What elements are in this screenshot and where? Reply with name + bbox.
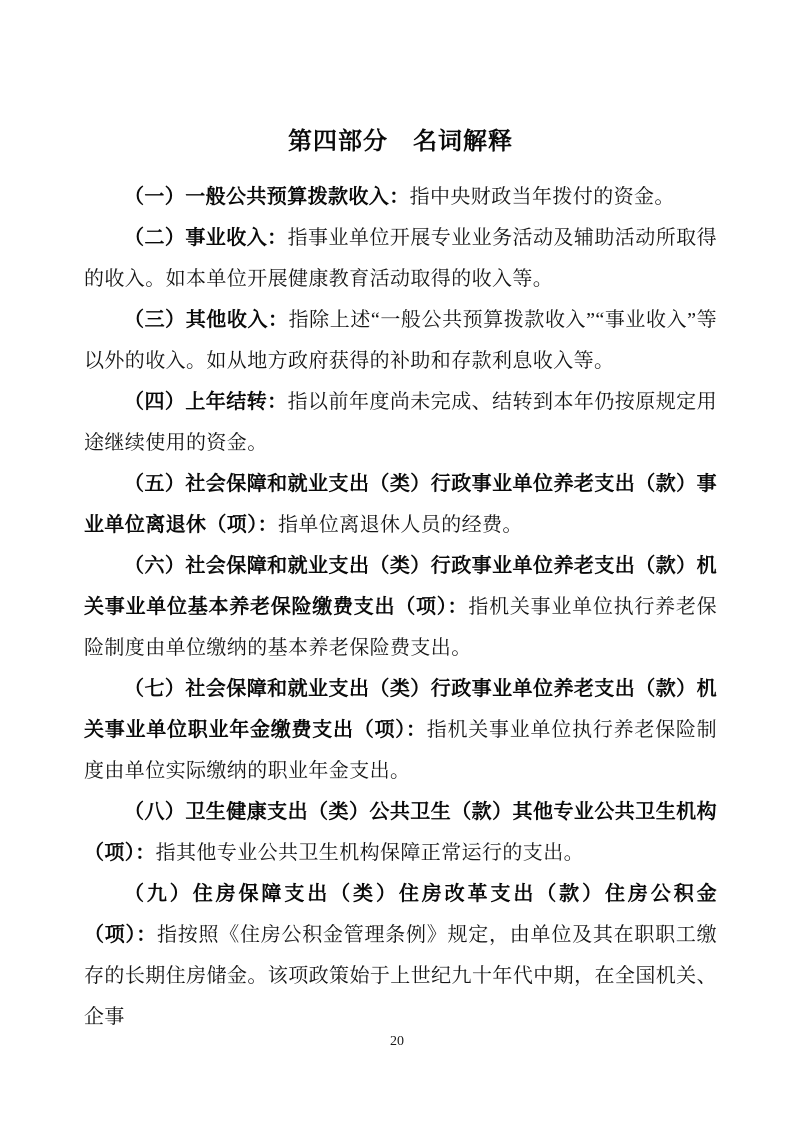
definition-text: 指事业单位开展专业业务活动及辅助活动所取得的收入。如本单位开展健康教育活动取得的收入等。 [84, 227, 718, 290]
document-body [84, 177, 717, 1038]
page-number: 20 [390, 1034, 404, 1049]
definition-text: 指机关事业单位执行养老保险制度由单位缴纳的基本养老保险费支出。 [84, 596, 717, 659]
term-label: （七）社会保障和就业支出（类）行政事业单位养老支出（款）机关事业单位职业年金缴费支出（项）： [84, 678, 717, 741]
definition-paragraph [84, 669, 717, 792]
definition-text: 指以前年度尚未完成、结转到本年仍按原规定用途继续使用的资金。 [84, 391, 718, 454]
definition-paragraph [84, 792, 717, 874]
definition-paragraph [84, 177, 717, 218]
definition-paragraph [84, 464, 717, 546]
term-label: （八）卫生健康支出（类）公共卫生（款）其他专业公共卫生机构（项）： [84, 801, 717, 864]
definition-text: 指中央财政当年拨付的资金。 [409, 186, 675, 208]
definition-paragraph [84, 300, 717, 382]
term-label: （二）事业收入： [124, 227, 288, 249]
definition-paragraph [84, 218, 717, 300]
definition-text: 指除上述“一般公共预算拨款收入”“事业收入”等以外的收入。如从地方政府获得的补助和存款利息收入等。 [84, 309, 717, 372]
definition-text: 指机关事业单位执行养老保险制度由单位实际缴纳的职业年金支出。 [84, 719, 717, 782]
term-label: （四）上年结转： [124, 391, 288, 413]
term-label: （三）其他收入： [124, 309, 289, 331]
page-title: 第四部分 名词解释 [288, 128, 513, 155]
definition-text: 指单位离退休人员的经费。 [278, 514, 523, 536]
definition-text: 指其他专业公共卫生机构保障正常运行的支出。 [155, 842, 585, 864]
term-label: （五）社会保障和就业支出（类）行政事业单位养老支出（款）事业单位离退休（项）： [84, 473, 717, 536]
term-label: （六）社会保障和就业支出（类）行政事业单位养老支出（款）机关事业单位基本养老保险缴费支出（项）： [84, 555, 717, 618]
term-label: （一）一般公共预算拨款收入： [124, 186, 410, 208]
definition-paragraph [84, 874, 717, 1038]
term-label: （九）住房保障支出（类）住房改革支出（款）住房公积金（项）： [84, 883, 717, 946]
definition-paragraph [84, 382, 717, 464]
definition-text: 指按照《住房公积金管理条例》规定，由单位及其在职职工缴存的长期住房储金。该项政策始于上世纪九十年代中期，在全国机关、企事 [84, 924, 717, 1028]
definition-paragraph [84, 546, 717, 669]
